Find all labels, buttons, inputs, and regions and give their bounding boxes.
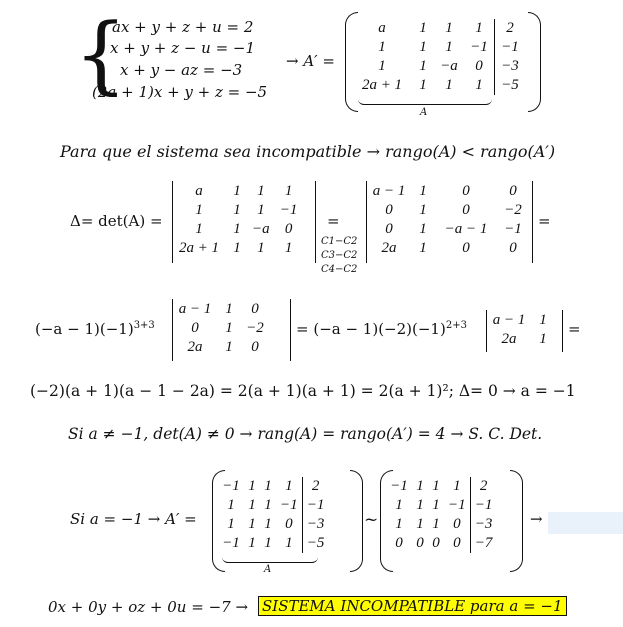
matrix6-cell: 0 <box>416 535 424 551</box>
case2-lhs: Si a = −1 → A′ = <box>70 510 197 528</box>
expand-mid-exponent: 2+3 <box>445 320 467 331</box>
expand-m3-row <box>172 300 270 319</box>
det-m1-row <box>172 239 304 258</box>
matrix1-underbrace <box>358 98 492 105</box>
matrix6-cell: 0 <box>395 535 403 551</box>
det-m1-cell: 1 <box>233 240 241 256</box>
expand-lhs-exponent: 3+3 <box>133 320 155 331</box>
matrix6-cell: 0 <box>453 516 461 532</box>
expand-m3-cell: 0 <box>251 301 259 317</box>
det-m1-row <box>172 220 304 239</box>
det-m2-row <box>366 201 528 220</box>
matrix1-cell: −1 <box>495 38 526 57</box>
matrix5-cell: −1 <box>222 478 240 494</box>
expand-m3-bar-right <box>290 299 291 361</box>
matrix5-row <box>218 496 329 515</box>
matrix6-cell: 0 <box>453 535 461 551</box>
expand-m3-row <box>172 338 270 357</box>
result-line: (−2)(a + 1)(a − 1 − 2a) = 2(a + 1)(a + 1) = 2(a + 1)²; Δ= 0 → a = −1 <box>30 382 576 400</box>
det-m1-cell: 1 <box>257 202 265 218</box>
det-m2-cell: 0 <box>462 240 470 256</box>
expand-m3-cell: −2 <box>246 320 264 336</box>
final-lhs: 0x + 0y + oz + 0u = −7 → <box>48 598 249 616</box>
det-m2-cell: 0 <box>509 183 517 199</box>
det-m1-cell: a <box>195 183 203 199</box>
matrix1-cell: 1 <box>419 77 427 93</box>
matrix-5 <box>218 477 329 553</box>
det-op-2: C3−C2 <box>321 250 358 261</box>
det-op-1: C1−C2 <box>321 236 358 247</box>
expand-m4-cell: a − 1 <box>492 312 526 328</box>
expand-m3-cell: 1 <box>225 320 233 336</box>
matrix1-cell: 1 <box>445 39 453 55</box>
matrix1 <box>352 19 525 95</box>
matrix6-cell: −1 <box>390 478 408 494</box>
det-m1-row <box>172 201 304 220</box>
matrix5-cell: −1 <box>280 497 298 513</box>
matrix1-cell: 1 <box>475 77 483 93</box>
matrix1-cell: −3 <box>495 57 526 76</box>
matrix6-row <box>386 534 497 553</box>
matrix6-cell: 1 <box>453 478 461 494</box>
matrix6-right-paren <box>510 470 523 572</box>
matrix5-cell: 1 <box>264 478 272 494</box>
det-m2-cell: 0 <box>509 240 517 256</box>
det-m2-cell: 1 <box>419 183 427 199</box>
matrix1-row <box>352 76 525 95</box>
matrix1-cell: 1 <box>419 20 427 36</box>
matrix5-row <box>218 477 329 496</box>
matrix5-cell: 1 <box>248 497 256 513</box>
det-m2-row <box>366 220 528 239</box>
matrix6-cell: 1 <box>416 478 424 494</box>
det-equals-ops: = <box>327 212 340 230</box>
expand-m4-bar-right <box>562 310 563 352</box>
expand-m3-cell: 0 <box>191 320 199 336</box>
det-tail-equals: = <box>538 212 551 230</box>
matrix1-row <box>352 38 525 57</box>
matrix5-cell: 2 <box>302 477 329 496</box>
det-m2-cell: 0 <box>385 202 393 218</box>
matrix1-cell: 1 <box>378 58 386 74</box>
matrix6-cell: 1 <box>432 478 440 494</box>
expand-m4-cell: 2a <box>501 331 517 347</box>
det-m2-row <box>366 239 528 258</box>
case2-arrow: → <box>530 510 543 528</box>
expand-tail-equals: = <box>568 320 581 338</box>
det-m2-cell: 0 <box>462 183 470 199</box>
expand-m4-cell: 1 <box>539 312 547 328</box>
matrix6-row <box>386 477 497 496</box>
matrix6-cell: 1 <box>432 497 440 513</box>
det-m2-cell: −a − 1 <box>444 221 488 237</box>
case1-line: Si a ≠ −1, det(A) ≠ 0 → rang(A) = rango(A′) = 4 → S. C. Det. <box>68 425 543 443</box>
expand-m3-cell: 1 <box>225 301 233 317</box>
matrix5-cell: −5 <box>302 534 329 553</box>
matrix1-cell: a <box>378 20 386 36</box>
expand-m4-row <box>486 311 554 330</box>
matrix5-cell: 1 <box>248 516 256 532</box>
matrix6-cell: −1 <box>470 496 497 515</box>
expand-m4-cell: 1 <box>539 331 547 347</box>
det-matrix-2 <box>366 182 528 258</box>
matrix1-cell: 1 <box>475 20 483 36</box>
matrix5-cell: −3 <box>302 515 329 534</box>
expand-mid: = $(-a - 1)(-2)(-1)^{2+3}$ <box>296 320 467 338</box>
det-m1-cell: 1 <box>284 240 293 256</box>
matrix6-cell: 1 <box>416 516 424 532</box>
det-m1-cell: 0 <box>284 221 293 237</box>
expand-m4-row <box>486 330 554 349</box>
expand-m3-cell: 1 <box>225 339 233 355</box>
matrix5-under-label: A <box>264 564 272 575</box>
matrix1-under-label: A <box>420 107 428 118</box>
selection-highlight <box>548 512 623 534</box>
expand-m3-row <box>172 319 270 338</box>
expand-m3-cell: a − 1 <box>178 301 212 317</box>
matrix5-cell: 0 <box>285 516 293 532</box>
matrix6-cell: 0 <box>432 535 440 551</box>
matrix5-cell: 1 <box>264 497 272 513</box>
matrix1-row <box>352 19 525 38</box>
det-m1-cell: 1 <box>233 221 241 237</box>
det-m2-cell: 0 <box>462 202 470 218</box>
matrix1-cell: 1 <box>445 77 453 93</box>
matrix1-cell: 0 <box>475 58 483 74</box>
det-m1-cell: −a <box>252 221 270 237</box>
det-m1-cell: 1 <box>195 221 203 237</box>
matrix6-cell: −3 <box>470 515 497 534</box>
matrix6-cell: 1 <box>432 516 440 532</box>
expand-lhs: $(-a - 1)(-1)^{3+3}$ <box>35 320 155 338</box>
matrix5-cell: 1 <box>227 516 235 532</box>
expand-m3-cell: 0 <box>251 339 259 355</box>
matrix5-cell: −1 <box>302 496 329 515</box>
matrix5-row <box>218 534 329 553</box>
matrix6-cell: 1 <box>395 516 403 532</box>
expand-matrix-3 <box>172 300 270 357</box>
det-m1-cell: −1 <box>279 202 298 218</box>
det-m2-cell: a − 1 <box>372 183 406 199</box>
augmented-matrix-label: → A′ = <box>286 52 335 70</box>
matrix1-cell: 1 <box>419 58 427 74</box>
matrix5-cell: 1 <box>248 535 256 551</box>
matrix5-row <box>218 515 329 534</box>
det-m1-cell: 1 <box>233 183 241 199</box>
det-m2-cell: 0 <box>385 221 393 237</box>
matrix1-cell: 1 <box>378 39 386 55</box>
matrix-6 <box>386 477 497 553</box>
det-m2-bar-right <box>532 181 533 263</box>
det-m2-cell: −2 <box>504 202 522 218</box>
final-highlight: SISTEMA INCOMPATIBLE para a = −1 <box>258 596 567 616</box>
det-m1-cell: 1 <box>257 183 265 199</box>
det-m1-cell: 2a + 1 <box>178 240 220 256</box>
tilde-sign: ~ <box>364 510 379 530</box>
matrix6-cell: 2 <box>470 477 497 496</box>
equation-4: (2a + 1)x + y + z = −5 <box>92 83 268 101</box>
matrix5-cell: 1 <box>285 535 293 551</box>
det-m1-cell: 1 <box>284 183 293 199</box>
matrix1-cell: −a <box>440 58 458 74</box>
matrix1-cell: 1 <box>419 39 427 55</box>
det-m2-cell: 1 <box>419 240 427 256</box>
matrix5-cell: 1 <box>285 478 293 494</box>
matrix1-cell: 1 <box>445 20 453 36</box>
det-lhs: Δ= det(A) = <box>70 212 163 230</box>
matrix5-cell: 1 <box>248 478 256 494</box>
det-m1-bar-right <box>315 181 316 263</box>
matrix1-cell: 2a + 1 <box>361 77 403 93</box>
matrix6-row <box>386 496 497 515</box>
matrix6-cell: 1 <box>395 497 403 513</box>
matrix1-cell: 2 <box>495 19 526 38</box>
expand-m3-cell: 2a <box>187 339 203 355</box>
det-m1-cell: 1 <box>195 202 203 218</box>
matrix5-underbrace <box>222 556 318 563</box>
matrix5-cell: 1 <box>227 497 235 513</box>
expand-matrix-4 <box>486 311 554 349</box>
det-m1-row <box>172 182 304 201</box>
matrix5-cell: 1 <box>264 535 272 551</box>
condition-line: Para que el sistema sea incompatible → rango(A) < rango(A′) <box>60 142 556 161</box>
matrix5-right-paren <box>350 470 363 572</box>
matrix1-cell: −5 <box>495 76 526 95</box>
system-brace: { <box>74 5 128 103</box>
matrix6-cell: −1 <box>448 497 466 513</box>
det-m2-cell: 2a <box>381 240 397 256</box>
det-matrix-1 <box>172 182 304 258</box>
matrix6-cell: 1 <box>416 497 424 513</box>
matrix1-row <box>352 57 525 76</box>
matrix1-cell: −1 <box>470 39 488 55</box>
det-m1-cell: 1 <box>257 240 265 256</box>
equation-3: x + y − az = −3 <box>120 61 243 79</box>
equation-1: ax + y + z + u = 2 <box>112 18 254 36</box>
matrix6-cell: −7 <box>470 534 497 553</box>
matrix5-cell: −1 <box>222 535 240 551</box>
matrix5-cell: 1 <box>264 516 272 532</box>
equation-2: x + y + z − u = −1 <box>110 39 256 57</box>
det-op-3: C4−C2 <box>321 264 358 275</box>
det-m2-cell: 1 <box>419 221 427 237</box>
det-m1-cell: 1 <box>233 202 241 218</box>
det-m2-row <box>366 182 528 201</box>
matrix6-row <box>386 515 497 534</box>
det-m2-cell: −1 <box>504 221 522 237</box>
matrix1-right-paren <box>528 12 541 112</box>
det-m2-cell: 1 <box>419 202 427 218</box>
